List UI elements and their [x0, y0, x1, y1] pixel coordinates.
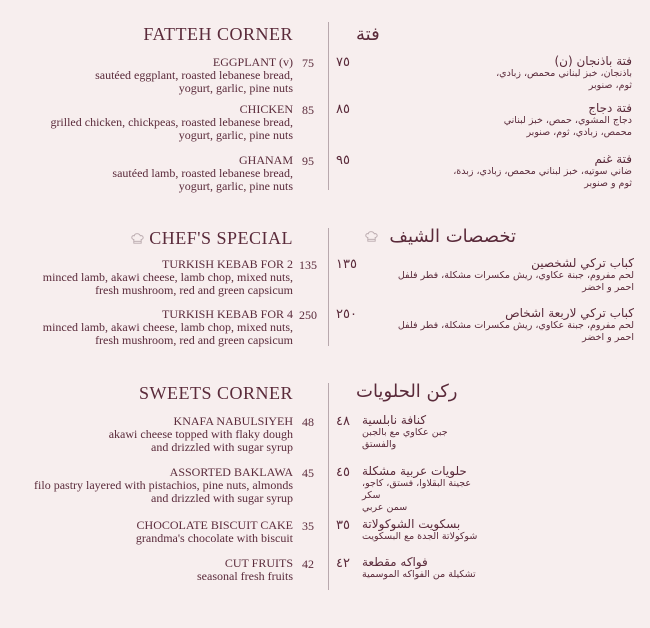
- price-knafa-en: 48: [302, 415, 314, 429]
- section-title-fatteh-ar: فتة: [356, 24, 380, 45]
- column-divider-sweets: [328, 383, 329, 590]
- menu-item-baklawa-en: ASSORTED BAKLAWA filo pastry layered with pistachios, pine nuts, almonds and drizzled with sugar syrup: [34, 465, 293, 505]
- price-eggplant-ar: ٧٥: [336, 55, 350, 70]
- price-turkish-kebab-2-ar: ١٣٥: [336, 257, 357, 272]
- price-ghanam-en: 95: [302, 154, 314, 168]
- menu-item-cut-fruits-en: CUT FRUITS seasonal fresh fruits: [197, 556, 293, 583]
- section-title-sweets-ar: ركن الحلويات: [356, 381, 458, 402]
- menu-item-cut-fruits-ar: فواكه مقطعة تشكيلة من الفواكه الموسمية: [362, 555, 476, 580]
- menu-item-turkish-kebab-4-en: TURKISH KEBAB FOR 4 minced lamb, akawi cheese, lamb chop, mixed nuts, fresh mushroom, red and green capsicum: [42, 307, 293, 347]
- menu-item-ghanam-ar: فتة غنم ضاني سوتيه، خبز لبناني محمص، زبادي، زبدة، ثوم و صنوبر: [453, 152, 632, 189]
- menu-item-turkish-kebab-2-ar: كباب تركي لشخصين لحم مفروم، جبنة عكاوي، ريش مكسرات مشكلة، فطر فلفل احمر و اخضر: [397, 256, 634, 293]
- section-title-fatteh-en: FATTEH CORNER: [143, 24, 293, 44]
- price-ghanam-ar: ٩٥: [336, 153, 350, 168]
- price-knafa-ar: ٤٨: [336, 414, 350, 429]
- price-chicken-en: 85: [302, 103, 314, 117]
- menu-item-chicken-ar: فتة دجاج دجاج المشوي، حمص، خبز لبناني محمص، زبادي، ثوم، صنوبر: [503, 101, 632, 138]
- menu-item-chocolate-biscuit-en: CHOCOLATE BISCUIT CAKE grandma's chocolate with biscuit: [135, 518, 293, 545]
- column-divider-chefs-special: [328, 228, 329, 346]
- price-baklawa-en: 45: [302, 466, 314, 480]
- price-baklawa-ar: ٤٥: [336, 465, 350, 480]
- section-title-chefs-special-ar: [356, 226, 516, 247]
- menu-item-eggplant-ar: فتة باذنجان (ن) باذنجان، خبز لبناني محمص، زبادي، ثوم، صنوبر: [496, 54, 632, 91]
- menu-item-turkish-kebab-4-ar: كباب تركي لاربعة اشخاص لحم مفروم، جبنة عكاوي، ريش مكسرات مشكلة، فطر فلفل احمر و اخضر: [397, 306, 634, 343]
- price-turkish-kebab-4-ar: ٢٥٠: [336, 307, 357, 322]
- menu-item-eggplant-en: EGGPLANT (v) sautéed eggplant, roasted lebanese bread, yogurt, garlic, pine nuts: [95, 55, 293, 95]
- price-eggplant-en: 75: [302, 56, 314, 70]
- section-title-chefs-special-en-text: CHEF'S SPECIAL: [149, 228, 293, 248]
- menu-item-chocolate-biscuit-ar: بسكويت الشوكولاتة شوكولاتة الجدة مع البسكويت: [362, 517, 478, 542]
- price-chocolate-biscuit-en: 35: [302, 519, 314, 533]
- price-cut-fruits-ar: ٤٢: [336, 556, 350, 571]
- price-chocolate-biscuit-ar: ٣٥: [336, 518, 350, 533]
- menu-item-knafa-en: KNAFA NABULSIYEH akawi cheese topped with flaky dough and drizzled with sugar syrup: [108, 414, 293, 454]
- price-turkish-kebab-2-en: 135: [299, 258, 317, 272]
- chef-hat-icon: [365, 231, 378, 243]
- menu-item-turkish-kebab-2-en: TURKISH KEBAB FOR 2 minced lamb, akawi cheese, lamb chop, mixed nuts, fresh mushroom, red and green capsicum: [42, 257, 293, 297]
- column-divider-fatteh: [328, 22, 329, 190]
- menu-item-ghanam-en: GHANAM sautéed lamb, roasted lebanese bread, yogurt, garlic, pine nuts: [112, 153, 293, 193]
- menu-item-baklawa-ar: حلويات عربية مشكلة عجينة البقلاوا، فستق، كاجو، سكر سمن عربي: [362, 464, 471, 513]
- chef-hat-icon: [131, 233, 144, 245]
- section-title-chefs-special-en: [131, 228, 293, 249]
- section-title-chefs-special-ar-text: تخصصات الشيف: [389, 226, 516, 247]
- menu-item-knafa-ar: كنافة نابلسية جبن عكاوي مع بالجبن والفستق: [362, 413, 448, 450]
- price-cut-fruits-en: 42: [302, 557, 314, 571]
- menu-item-chicken-en: CHICKEN grilled chicken, chickpeas, roasted lebanese bread, yogurt, garlic, pine nuts: [50, 102, 293, 142]
- price-turkish-kebab-4-en: 250: [299, 308, 317, 322]
- price-chicken-ar: ٨٥: [336, 102, 350, 117]
- section-title-sweets-en: SWEETS CORNER: [138, 383, 293, 403]
